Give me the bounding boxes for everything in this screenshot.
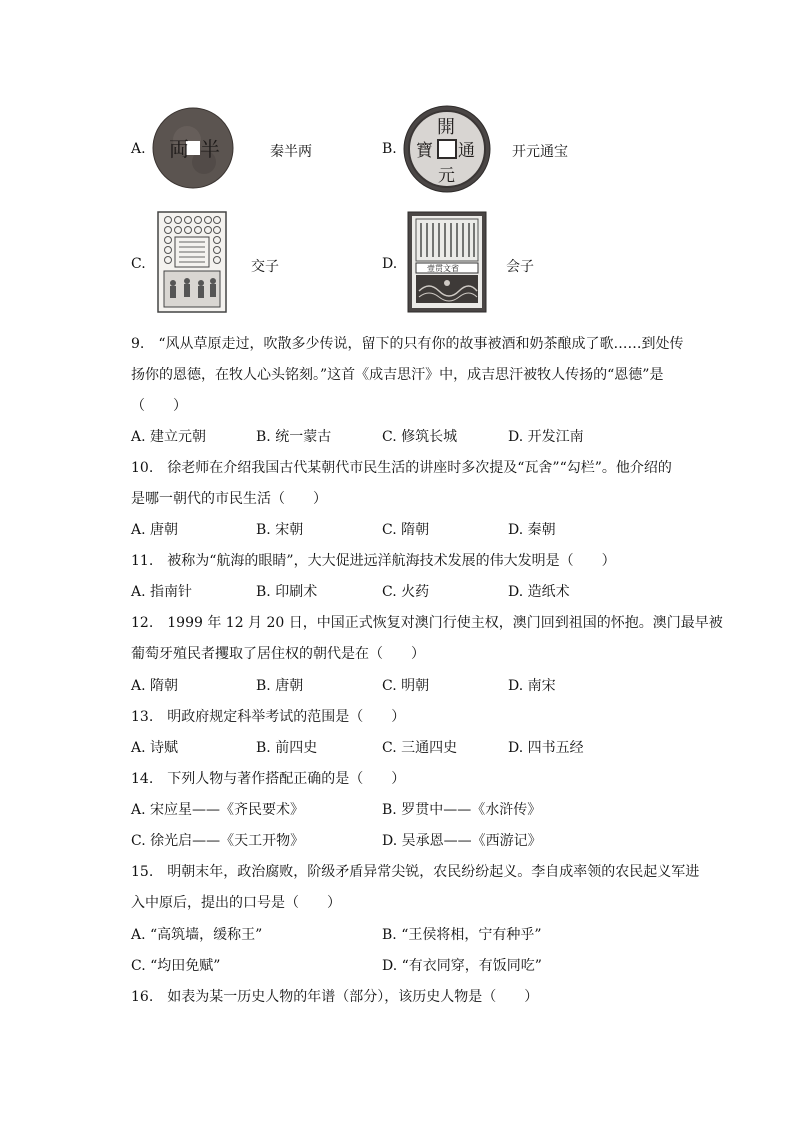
- question-12-line-1: 12. 1999 年 12 月 20 日，中国正式恢复对澳门行使主权，澳门回到祖国的怀抱。澳门最早被: [131, 615, 723, 631]
- question-9-line-3: （ ）: [131, 398, 187, 414]
- question-9-line-1: 9. “风从草原走过，吹散多少传说，留下的只有你的故事被酒和奶茶酿成了歌……到处传: [131, 336, 684, 352]
- question-14-option-d[interactable]: D. 吴承恩——《西游记》: [382, 833, 542, 849]
- question-13-option-d[interactable]: D. 四书五经: [508, 740, 584, 756]
- question-14-option-a[interactable]: A. 宋应星——《齐民要术》: [131, 802, 305, 818]
- question-10-option-d[interactable]: D. 秦朝: [508, 522, 556, 538]
- option-a-caption: 秦半两: [270, 144, 312, 160]
- qin-coin-glyph-left: 両: [169, 137, 189, 161]
- qin-banliang-coin-image: [152, 107, 234, 189]
- question-15-option-d[interactable]: D. “有衣同穿，有饭同吃”: [382, 958, 542, 974]
- question-15-line-2: 入中原后，提出的口号是（ ）: [131, 895, 341, 911]
- option-c-letter: C.: [131, 256, 146, 272]
- question-12-option-b[interactable]: B. 唐朝: [256, 678, 304, 694]
- question-15-option-b[interactable]: B. “王侯将相，宁有种乎”: [382, 927, 542, 943]
- question-14-option-b[interactable]: B. 罗贯中——《水浒传》: [382, 802, 542, 818]
- question-9-option-c[interactable]: C. 修筑长城: [382, 429, 458, 445]
- kaiyuan-glyph-bottom: 元: [438, 166, 455, 186]
- question-9-option-b[interactable]: B. 统一蒙古: [256, 429, 332, 445]
- question-9-line-2: 扬你的恩德，在牧人心头铭刻。”这首《成吉思汗》中，成吉思汗被牧人传扬的“恩德”是: [131, 367, 664, 383]
- option-d-caption: 会子: [506, 259, 534, 275]
- question-12-line-2: 葡萄牙殖民者攫取了居住权的朝代是在（ ）: [131, 646, 425, 662]
- question-14-line-1: 14. 下列人物与著作搭配正确的是（ ）: [131, 771, 406, 787]
- question-11-option-a[interactable]: A. 指南针: [131, 584, 193, 600]
- question-10-option-b[interactable]: B. 宋朝: [256, 522, 304, 538]
- question-11-option-b[interactable]: B. 印刷术: [256, 584, 318, 600]
- question-16-line-1: 16. 如表为某一历史人物的年谱（部分），该历史人物是（ ）: [131, 989, 539, 1005]
- kaiyuan-tongbao-coin-image: [403, 105, 491, 193]
- question-10-option-a[interactable]: A. 唐朝: [131, 522, 179, 538]
- kaiyuan-glyph-top: 開: [437, 117, 455, 138]
- option-d-letter: D.: [382, 256, 398, 272]
- option-c-caption: 交子: [251, 259, 279, 275]
- question-11-option-c[interactable]: C. 火药: [382, 584, 430, 600]
- question-14-option-c[interactable]: C. 徐光启——《天工开物》: [131, 833, 305, 849]
- question-12-option-c[interactable]: C. 明朝: [382, 678, 430, 694]
- option-b-letter: B.: [382, 141, 397, 157]
- kaiyuan-glyph-right: 通: [458, 141, 475, 161]
- question-15-option-a[interactable]: A. “高筑墙，缓称王”: [131, 927, 263, 943]
- question-13-option-a[interactable]: A. 诗赋: [131, 740, 179, 756]
- jiaozi-banknote-image: [157, 211, 227, 313]
- question-10-line-1: 10. 徐老师在介绍我国古代某朝代市民生活的讲座时多次提及“瓦舍”“勾栏”。他介绍的: [131, 460, 672, 476]
- kaiyuan-glyph-left: 寶: [416, 141, 433, 161]
- question-12-option-a[interactable]: A. 隋朝: [131, 678, 179, 694]
- question-9-option-d[interactable]: D. 开发江南: [508, 429, 584, 445]
- question-9-option-a[interactable]: A. 建立元朝: [131, 429, 207, 445]
- question-13-option-b[interactable]: B. 前四史: [256, 740, 318, 756]
- option-a-letter: A.: [131, 141, 146, 157]
- question-13-line-1: 13. 明政府规定科举考试的范围是（ ）: [131, 709, 406, 725]
- question-15-option-c[interactable]: C. “均田免赋”: [131, 958, 221, 974]
- question-13-option-c[interactable]: C. 三通四史: [382, 740, 458, 756]
- question-10-option-c[interactable]: C. 隋朝: [382, 522, 430, 538]
- question-11-option-d[interactable]: D. 造纸术: [508, 584, 570, 600]
- qin-coin-glyph-right: 半: [200, 137, 220, 161]
- huizi-banknote-image: [407, 211, 487, 313]
- question-12-option-d[interactable]: D. 南宋: [508, 678, 556, 694]
- question-15-line-1: 15. 明朝末年，政治腐败，阶级矛盾异常尖锐，农民纷纷起义。李自成率领的农民起义军进: [131, 864, 700, 880]
- question-11-line-1: 11. 被称为“航海的眼睛”，大大促进远洋航海技术发展的伟大发明是（ ）: [131, 553, 616, 569]
- question-10-line-2: 是哪一朝代的市民生活（ ）: [131, 491, 327, 507]
- option-b-caption: 开元通宝: [512, 144, 568, 160]
- huizi-band-text: 壹贯文省: [427, 264, 459, 273]
